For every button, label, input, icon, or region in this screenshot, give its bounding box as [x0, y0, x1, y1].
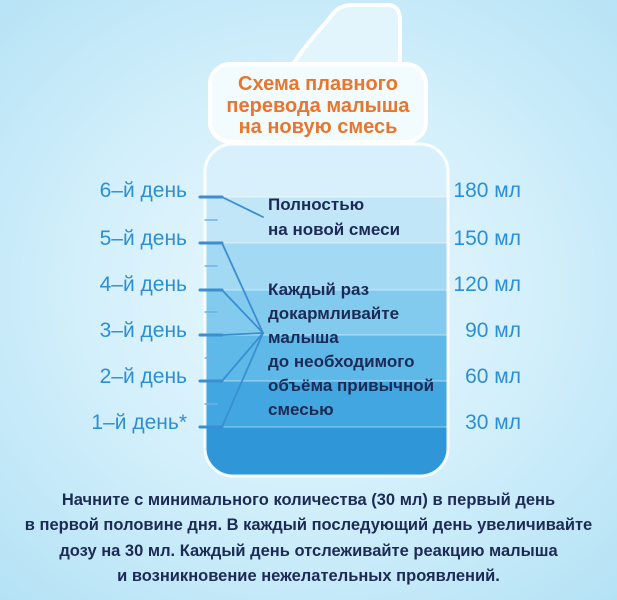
stage-supplement-line: Каждый раз: [268, 280, 370, 299]
volume-label-120: 120 мл: [453, 273, 521, 296]
scheme-title-line: на новую смесь: [238, 116, 398, 138]
stage-full-line: на новой смеси: [268, 220, 401, 239]
footer-line: и возникновение нежелательных проявлений.: [117, 566, 500, 585]
bottle-teat: [290, 5, 400, 72]
scheme-title-line: перевода малыша: [226, 94, 410, 117]
scheme-title: [210, 74, 426, 139]
stage-full-note: [268, 192, 400, 242]
day-label-2: 2–й день: [99, 365, 187, 388]
scheme-title-line: Схема плавного: [238, 73, 398, 95]
volume-label-180: 180 мл: [453, 179, 521, 202]
volume-label-150: 150 мл: [453, 227, 521, 250]
footer-line: дозу на 30 мл. Каждый день отслеживайте реакцию малыша: [59, 541, 558, 560]
stage-supplement-line: объёма привычной: [268, 376, 435, 395]
day-label-1: 1–й день*: [91, 411, 187, 434]
stage-supplement-line: докармливайте: [268, 304, 400, 323]
liquid-level-day1: [200, 427, 452, 479]
day-label-5: 5–й день: [99, 227, 187, 250]
stage-supplement-line: до необходимого: [268, 352, 415, 371]
stage-supplement-line: малыша: [268, 328, 339, 347]
day-label-6: 6–й день: [99, 179, 187, 202]
volume-label-90: 90 мл: [465, 319, 521, 342]
stage-full-line: Полностью: [268, 195, 365, 214]
day-label-3: 3–й день: [99, 319, 187, 342]
footer-line: Начните с минимального количества (30 мл) в первый день: [61, 491, 556, 509]
instructions-footer: [0, 488, 617, 589]
stage-supplement-line: смесью: [268, 400, 334, 419]
day-label-4: 4–й день: [99, 273, 187, 296]
stage-supplement-note: [268, 278, 434, 422]
bottle-empty-space: [200, 140, 452, 197]
volume-label-30: 30 мл: [465, 411, 521, 434]
footer-line: в первой половине дня. В каждый последующий день увеличивайте: [24, 516, 593, 535]
volume-label-60: 60 мл: [465, 365, 521, 388]
